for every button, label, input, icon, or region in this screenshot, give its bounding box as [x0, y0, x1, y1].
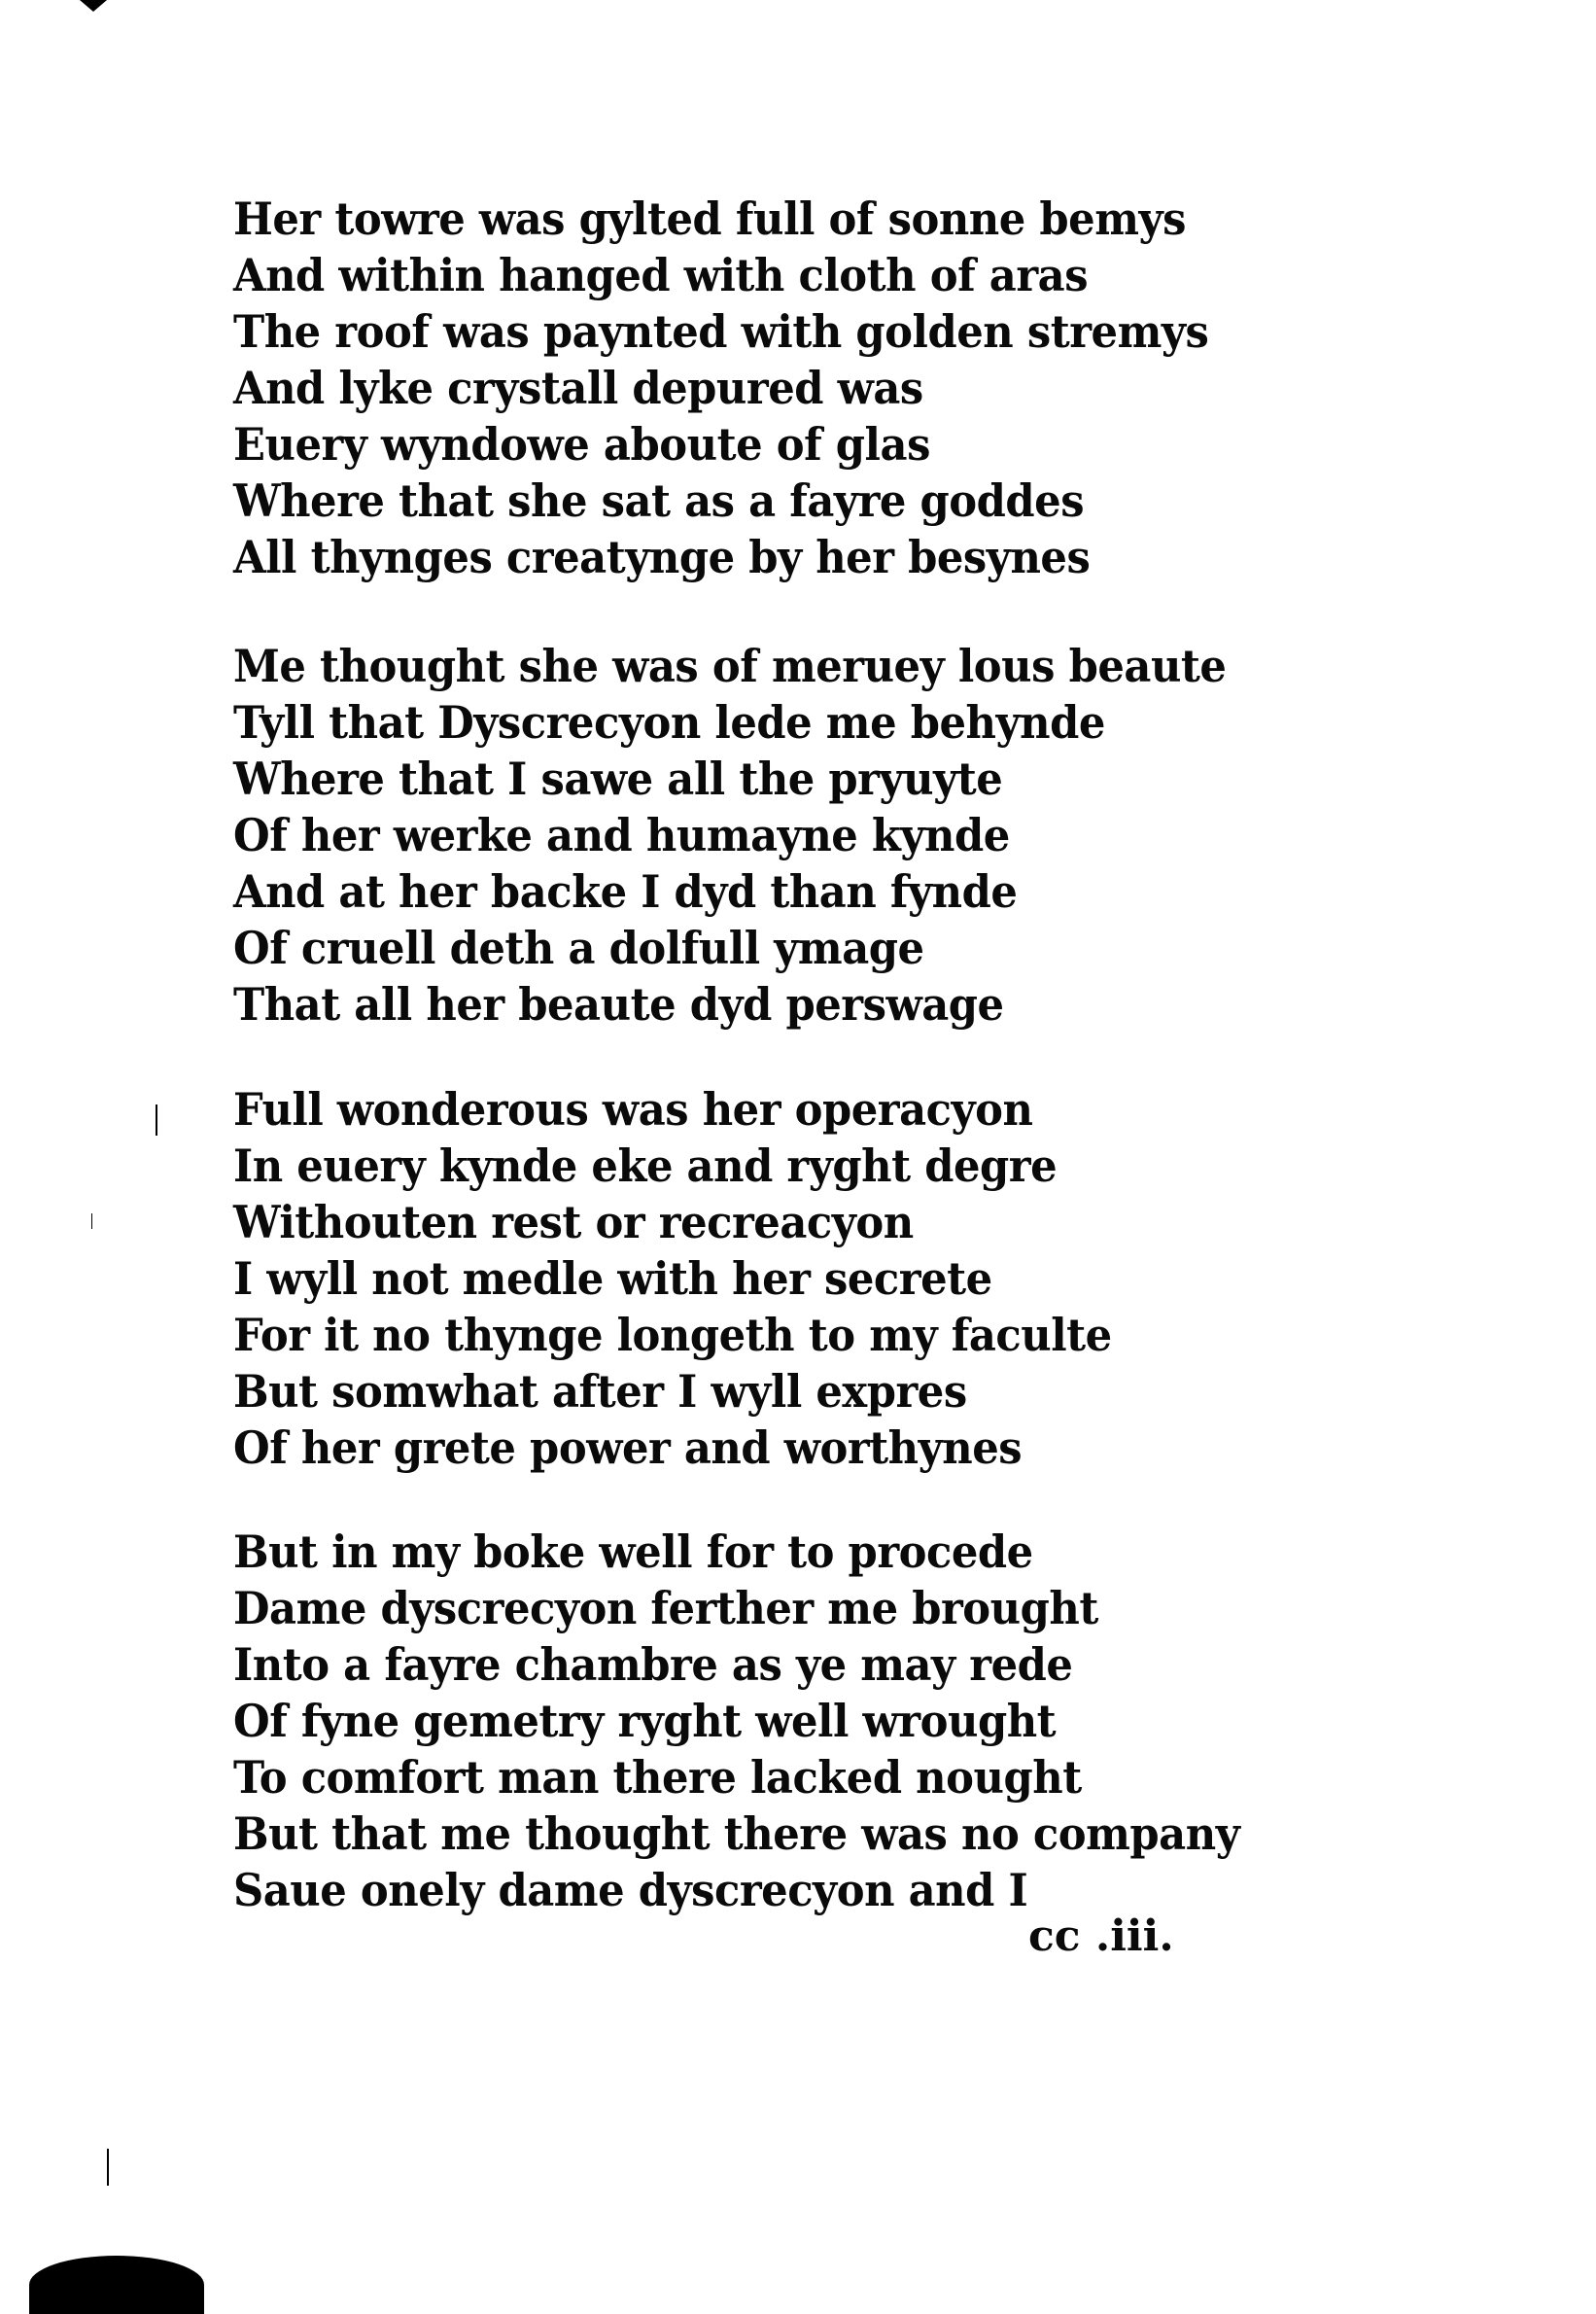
verse-line: Into a fayre chambre as ye may rede: [233, 1638, 1073, 1691]
verse-line: Of fyne gemetry ryght well wrought: [233, 1695, 1057, 1747]
verse-line: But that me thought there was no company: [233, 1807, 1240, 1860]
verse-line: The roof was paynted with golden stremys: [233, 305, 1209, 358]
verse-line: And at her backe I dyd than fynde: [233, 865, 1018, 918]
verse-line: Euery wyndowe aboute of glas: [233, 418, 930, 471]
verse-line: Of her grete power and worthynes: [233, 1421, 1023, 1474]
verse-line: To comfort man there lacked nought: [233, 1751, 1082, 1804]
verse-line: Me thought she was of meruey lous beaute: [233, 640, 1227, 692]
verse-line: And within hanged with cloth of aras: [233, 249, 1089, 301]
stanza: [233, 638, 1227, 1033]
verse-line: Where that I sawe all the pryuyte: [233, 753, 1003, 805]
verse-line: But in my boke well for to procede: [233, 1525, 1033, 1578]
margin-mark: [107, 2149, 109, 2186]
verse-line: Saue onely dame dyscrecyon and I: [233, 1864, 1028, 1916]
verse-line: All thynges creatynge by her besynes: [233, 531, 1091, 583]
verse-line: But somwhat after I wyll expres: [233, 1365, 967, 1418]
scan-corner-mark-bottom: [29, 2256, 204, 2314]
verse-line: And lyke crystall depured was: [233, 362, 923, 414]
verse-line: That all her beaute dyd perswage: [233, 978, 1004, 1031]
verse-line: In euery kynde eke and ryght degre: [233, 1139, 1058, 1192]
stanza: [233, 1524, 1240, 1918]
verse-line: Of her werke and humayne kynde: [233, 809, 1010, 861]
verse-line: Full wonderous was her operacyon: [233, 1083, 1033, 1136]
signature-mark: cc .iii.: [1028, 1911, 1174, 1961]
verse-line: Her towre was gylted full of sonne bemys: [233, 193, 1187, 245]
stanza: [233, 191, 1209, 585]
verse-line: I wyll not medle with her secrete: [233, 1252, 992, 1305]
verse-line: Tyll that Dyscrecyon lede me behynde: [233, 696, 1105, 749]
margin-mark: [156, 1104, 157, 1136]
verse-line: Where that she sat as a fayre goddes: [233, 474, 1085, 527]
scan-corner-mark-top: [80, 0, 107, 12]
verse-line: Withouten rest or recreacyon: [233, 1196, 914, 1248]
verse-line: Of cruell deth a dolfull ymage: [233, 922, 924, 974]
verse-line: Dame dyscrecyon ferther me brought: [233, 1582, 1098, 1634]
stanza: [233, 1081, 1205, 1476]
margin-mark: [91, 1213, 92, 1229]
verse-line: For it no thynge longeth to my faculte: [233, 1309, 1112, 1361]
